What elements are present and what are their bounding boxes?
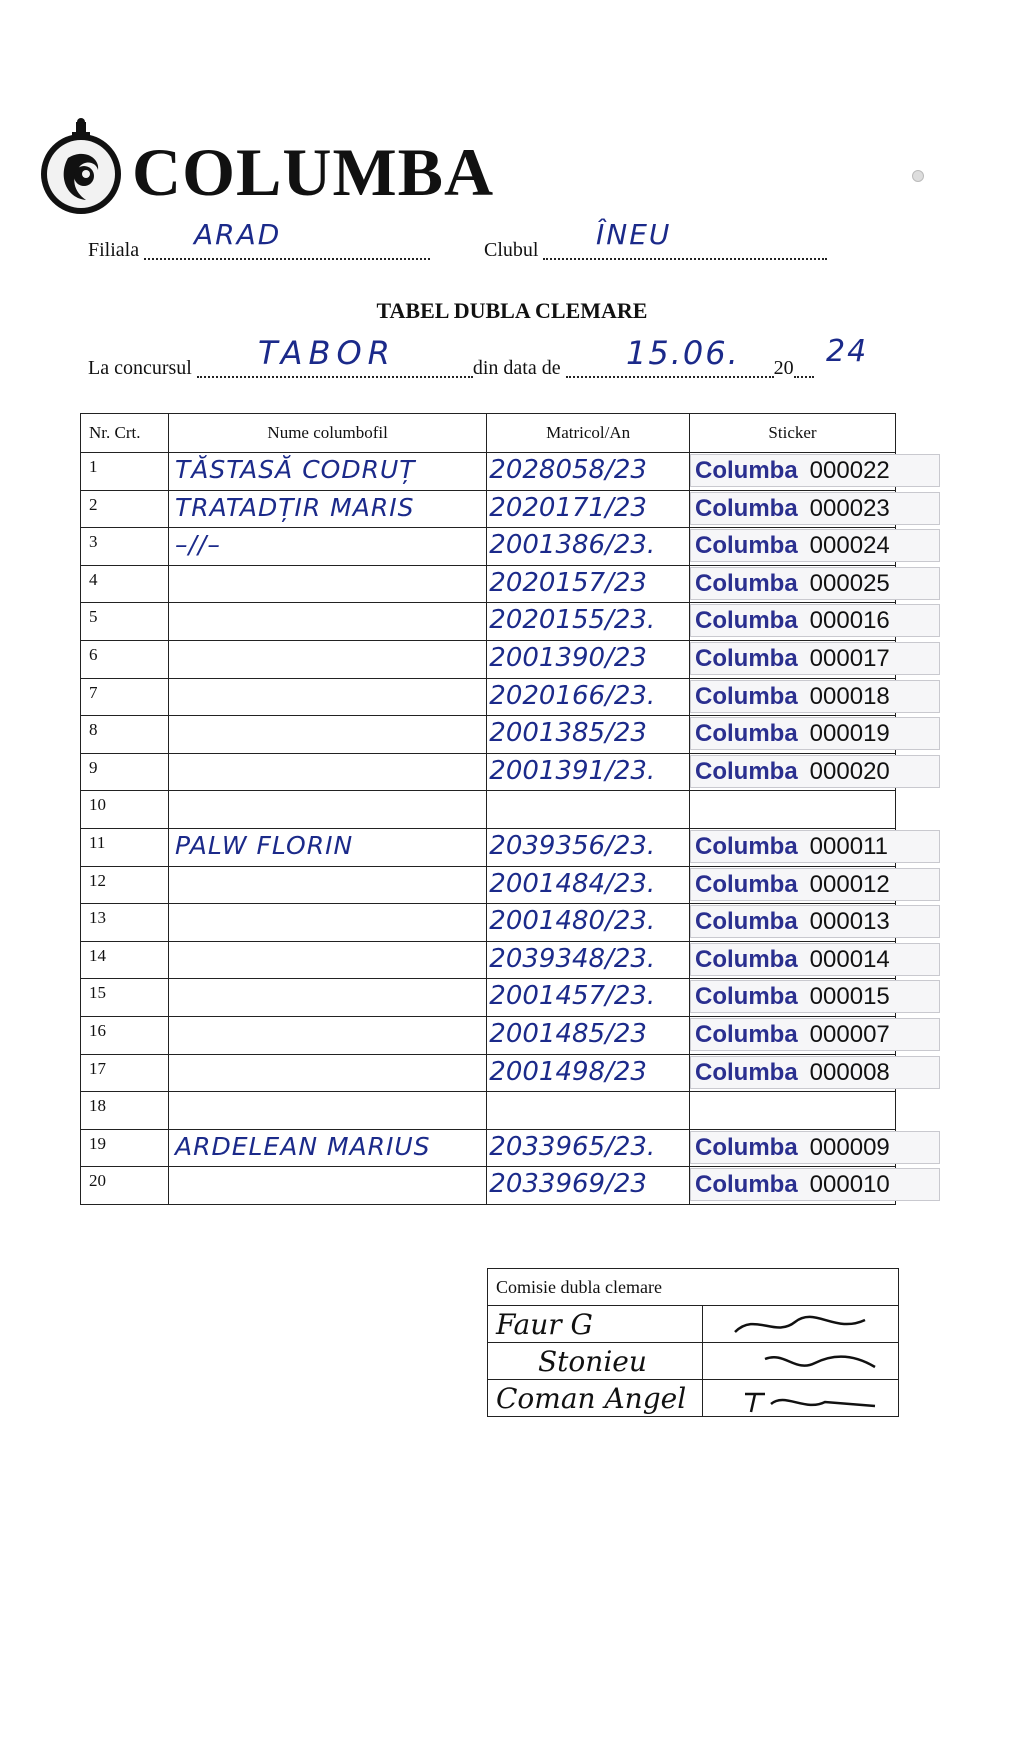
- sticker-code: 000012: [809, 870, 890, 898]
- year-prefix: 20: [773, 357, 794, 379]
- sticker-code: 000022: [809, 457, 890, 484]
- sticker-brand: Columba: [695, 644, 798, 672]
- fancier-name: TRATADȚIR MARIS: [174, 492, 415, 522]
- header-matricol: Matricol/An: [487, 414, 690, 453]
- sticker-label: [690, 604, 940, 637]
- row-number: 9: [81, 753, 169, 791]
- table-header-row: [81, 414, 896, 453]
- ring-number: 2001480/23.: [489, 906, 656, 937]
- sticker-brand: Columba: [695, 720, 798, 748]
- commission-title: Comisie dubla clemare: [488, 1269, 899, 1306]
- table-row: [81, 979, 896, 1017]
- sticker-brand: Columba: [695, 832, 798, 860]
- row-number: 20: [81, 1167, 169, 1205]
- clubul-value: ÎNEU: [596, 218, 672, 251]
- table-row: [81, 1129, 896, 1167]
- row-number: 3: [81, 528, 169, 566]
- table-row: [81, 753, 896, 791]
- row-number: 13: [81, 904, 169, 942]
- row-number: 17: [81, 1054, 169, 1092]
- header-name: Nume columbofil: [168, 414, 486, 453]
- row-number: 8: [81, 716, 169, 754]
- header-sticker: Sticker: [690, 414, 896, 453]
- table-row: [81, 1167, 896, 1205]
- sticker-code: 000025: [809, 569, 890, 597]
- sticker-code: 000023: [809, 494, 890, 522]
- ring-number: 2001386/23.: [489, 530, 656, 561]
- row-number: 16: [81, 1016, 169, 1054]
- table-row: [81, 791, 896, 829]
- fancier-name: –//–: [174, 530, 221, 560]
- sticker-label: [690, 905, 940, 938]
- sticker-label: [690, 980, 940, 1013]
- sticker-label: [690, 567, 940, 600]
- ring-number: 2033969/23: [489, 1169, 647, 1200]
- sticker-label: [690, 1056, 940, 1089]
- row-number: 12: [81, 866, 169, 904]
- sticker-code: 000008: [809, 1058, 890, 1086]
- brand-title: COLUMBA: [132, 134, 495, 210]
- date-label: din data de: [472, 357, 561, 379]
- row-number: 19: [81, 1129, 169, 1167]
- table-row: [81, 678, 896, 716]
- date-value: 15.06.: [626, 334, 740, 372]
- columba-logo-icon: [38, 118, 124, 218]
- sticker-brand: Columba: [695, 494, 798, 522]
- table-row: [81, 1092, 896, 1130]
- row-number: 15: [81, 979, 169, 1017]
- row-number: 7: [81, 678, 169, 716]
- sticker-brand: Columba: [695, 1020, 798, 1048]
- row-number: 14: [81, 941, 169, 979]
- signature-icon: [725, 1349, 885, 1377]
- ring-number: 2039348/23.: [489, 943, 656, 974]
- row-number: 11: [81, 828, 169, 866]
- filiala-label: Filiala: [88, 239, 140, 261]
- sticker-label: [690, 868, 940, 901]
- ring-number: 2001498/23: [489, 1056, 647, 1087]
- ring-number: 2020171/23: [489, 492, 647, 523]
- ring-number: 2033965/23.: [489, 1131, 656, 1162]
- row-number: 5: [81, 603, 169, 641]
- fancier-name: TĂSTASĂ CODRUȚ: [174, 455, 416, 484]
- year-suffix: 24: [826, 334, 869, 369]
- sticker-code: 000018: [809, 682, 890, 710]
- sticker-code: 000013: [809, 908, 890, 936]
- sticker-brand: Columba: [695, 569, 798, 597]
- sticker-label: [690, 943, 940, 976]
- table-row: [81, 828, 896, 866]
- sticker-code: 000015: [809, 983, 890, 1011]
- ring-number: 2020155/23.: [489, 605, 656, 636]
- sticker-code: 000016: [809, 607, 890, 635]
- sticker-brand: Columba: [695, 757, 798, 785]
- ring-number: 2001391/23.: [489, 755, 656, 786]
- ring-number: 2001385/23: [489, 718, 647, 749]
- sticker-brand: Columba: [695, 908, 798, 936]
- concurs-value: TABOR: [258, 334, 396, 372]
- table-row: [81, 565, 896, 603]
- sticker-code: 000024: [809, 532, 890, 560]
- page-title: TABEL DUBLA CLEMARE: [376, 298, 648, 323]
- filiala-value: ARAD: [194, 218, 282, 251]
- commission-member-name: Coman Angel: [496, 1382, 687, 1415]
- sticker-code: 000014: [809, 945, 890, 973]
- clubul-label: Clubul: [484, 239, 539, 261]
- sticker-brand: Columba: [695, 1171, 798, 1199]
- ring-number: 2039356/23.: [489, 830, 656, 861]
- ring-number: 2020166/23.: [489, 680, 656, 711]
- ring-number: 2001485/23: [489, 1018, 647, 1049]
- sticker-code: 000017: [809, 644, 890, 672]
- sticker-label: [690, 1168, 940, 1201]
- sticker-label: [690, 642, 940, 675]
- sticker-code: 000011: [809, 832, 888, 860]
- table-row: [81, 716, 896, 754]
- table-row: [81, 1016, 896, 1054]
- signature-icon: [725, 1312, 885, 1340]
- table-row: [81, 866, 896, 904]
- punch-hole: [912, 170, 924, 182]
- sticker-label: [690, 1131, 940, 1164]
- sticker-label: [690, 830, 940, 863]
- signature-icon: [725, 1386, 885, 1414]
- sticker-brand: Columba: [695, 682, 798, 710]
- ring-number: 2028058/23: [489, 455, 647, 485]
- sticker-label: [690, 492, 940, 525]
- sticker-code: 000009: [809, 1133, 890, 1161]
- row-number: 10: [81, 791, 169, 829]
- sticker-brand: Columba: [695, 457, 798, 484]
- sticker-brand: Columba: [695, 607, 798, 635]
- sticker-brand: Columba: [695, 983, 798, 1011]
- row-number: 4: [81, 565, 169, 603]
- sticker-brand: Columba: [695, 1133, 798, 1161]
- table-row: [81, 490, 896, 528]
- fancier-name: PALW FLORIN: [174, 830, 354, 860]
- fancier-name: ARDELEAN MARIUS: [174, 1131, 431, 1161]
- table-row: [81, 904, 896, 942]
- row-number: 6: [81, 640, 169, 678]
- sticker-brand: Columba: [695, 870, 798, 898]
- table-row: [81, 941, 896, 979]
- sticker-label: [690, 755, 940, 788]
- header-nr: Nr. Crt.: [81, 414, 169, 453]
- sticker-code: 000007: [809, 1020, 890, 1048]
- row-number: 18: [81, 1092, 169, 1130]
- ring-number: 2001457/23.: [489, 981, 656, 1012]
- ring-number: 2001390/23: [489, 642, 647, 673]
- table-row: [81, 528, 896, 566]
- table-row: [81, 640, 896, 678]
- sticker-label: [690, 1018, 940, 1051]
- row-number: 1: [81, 453, 169, 491]
- commission-table: [487, 1268, 899, 1417]
- clamping-table: [80, 413, 896, 1205]
- sticker-code: 000020: [809, 757, 890, 785]
- sticker-code: 000010: [809, 1171, 890, 1199]
- commission-member-name: Faur G: [496, 1308, 593, 1341]
- sticker-brand: Columba: [695, 945, 798, 973]
- table-row: [81, 603, 896, 641]
- sticker-label: [690, 454, 940, 487]
- table-row: [81, 453, 896, 491]
- ring-number: 2001484/23.: [489, 868, 656, 899]
- sticker-label: [690, 717, 940, 750]
- row-number: 2: [81, 490, 169, 528]
- sticker-label: [690, 529, 940, 562]
- table-row: [81, 1054, 896, 1092]
- sticker-brand: Columba: [695, 1058, 798, 1086]
- sticker-brand: Columba: [695, 532, 798, 560]
- sticker-code: 000019: [809, 720, 890, 748]
- commission-member-name: Stonieu: [538, 1345, 647, 1378]
- sticker-label: [690, 680, 940, 713]
- ring-number: 2020157/23: [489, 567, 647, 598]
- concurs-label: La concursul: [88, 357, 192, 379]
